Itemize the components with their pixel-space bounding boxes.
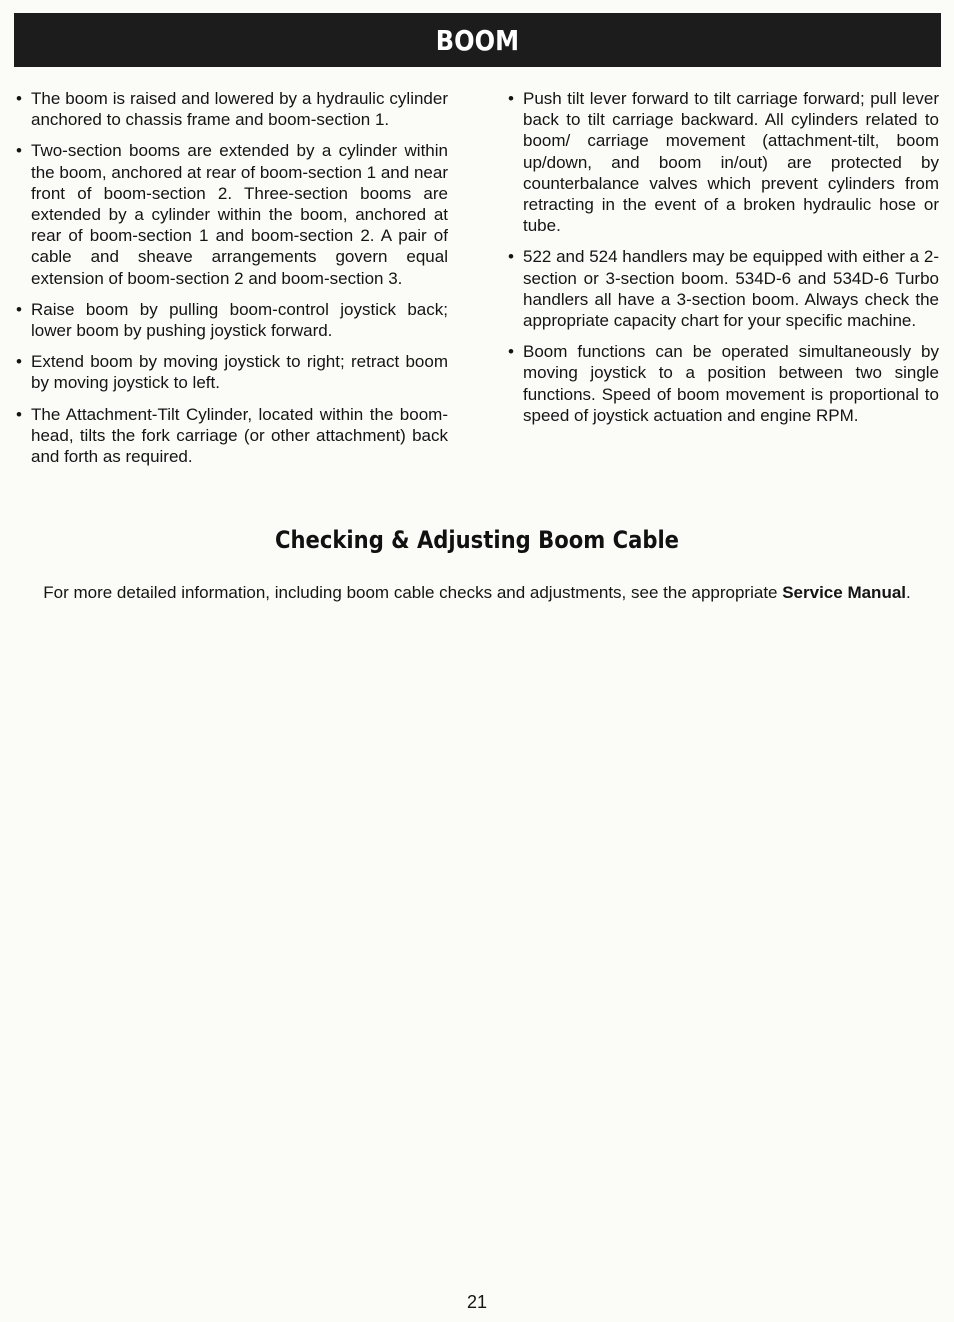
list-item: • Push tilt lever forward to tilt carriage forward; pull lever back to tilt carriage backward. All cylinders related to boom/ carriage movement (attachment-tilt, boom up/down, and boom in/out) are protected by counterbalance valves which prevent cylinders from retracting in the event of a broken hydraulic hose or tube. bbox=[508, 88, 939, 236]
left-bullet-list bbox=[16, 88, 448, 467]
section-body-end: . bbox=[906, 583, 911, 602]
header-band bbox=[14, 13, 941, 67]
list-item: • Two-section booms are extended by a cylinder within the boom, anchored at rear of boom-section 1 and near front of boom-section 2. Three-section booms are extended by a cylinder within the boom, anchored at rear of boom-section 1 and boom-section 2. A pair of cable and sheave arrangements govern equal extension of boom-section 2 and boom-section 3. bbox=[16, 140, 448, 288]
list-item: • 522 and 524 handlers may be equipped with either a 2-section or 3-section boom. 534D-6 and 534D-6 Turbo handlers all have a 3-section boom. Always check the appropriate capacity chart for your specific machine. bbox=[508, 246, 939, 331]
list-item: • The boom is raised and lowered by a hydraulic cylinder anchored to chassis frame and boom-section 1. bbox=[16, 88, 448, 130]
section-body bbox=[0, 582, 954, 604]
left-column bbox=[16, 88, 448, 477]
list-item: • Raise boom by pulling boom-control joystick back; lower boom by pushing joystick forward. bbox=[16, 299, 448, 341]
right-column bbox=[508, 88, 939, 436]
page-title: BOOM bbox=[435, 23, 520, 57]
list-item: • Extend boom by moving joystick to right; retract boom by moving joystick to left. bbox=[16, 351, 448, 393]
page-number: 21 bbox=[466, 1292, 488, 1312]
list-item: • The Attachment-Tilt Cylinder, located within the boom-head, tilts the fork carriage (or other attachment) back and forth as required. bbox=[16, 404, 448, 468]
right-bullet-list bbox=[508, 88, 939, 426]
service-manual-reference: Service Manual bbox=[782, 583, 906, 602]
section-heading: Checking & Adjusting Boom Cable bbox=[274, 526, 680, 554]
list-item: • Boom functions can be operated simultaneously by moving joystick to a position between two single functions. Speed of boom movement is proportional to speed of joystick actuation and engine RPM. bbox=[508, 341, 939, 426]
section-body-text: For more detailed information, including boom cable checks and adjustments, see the appropriate bbox=[43, 583, 783, 602]
